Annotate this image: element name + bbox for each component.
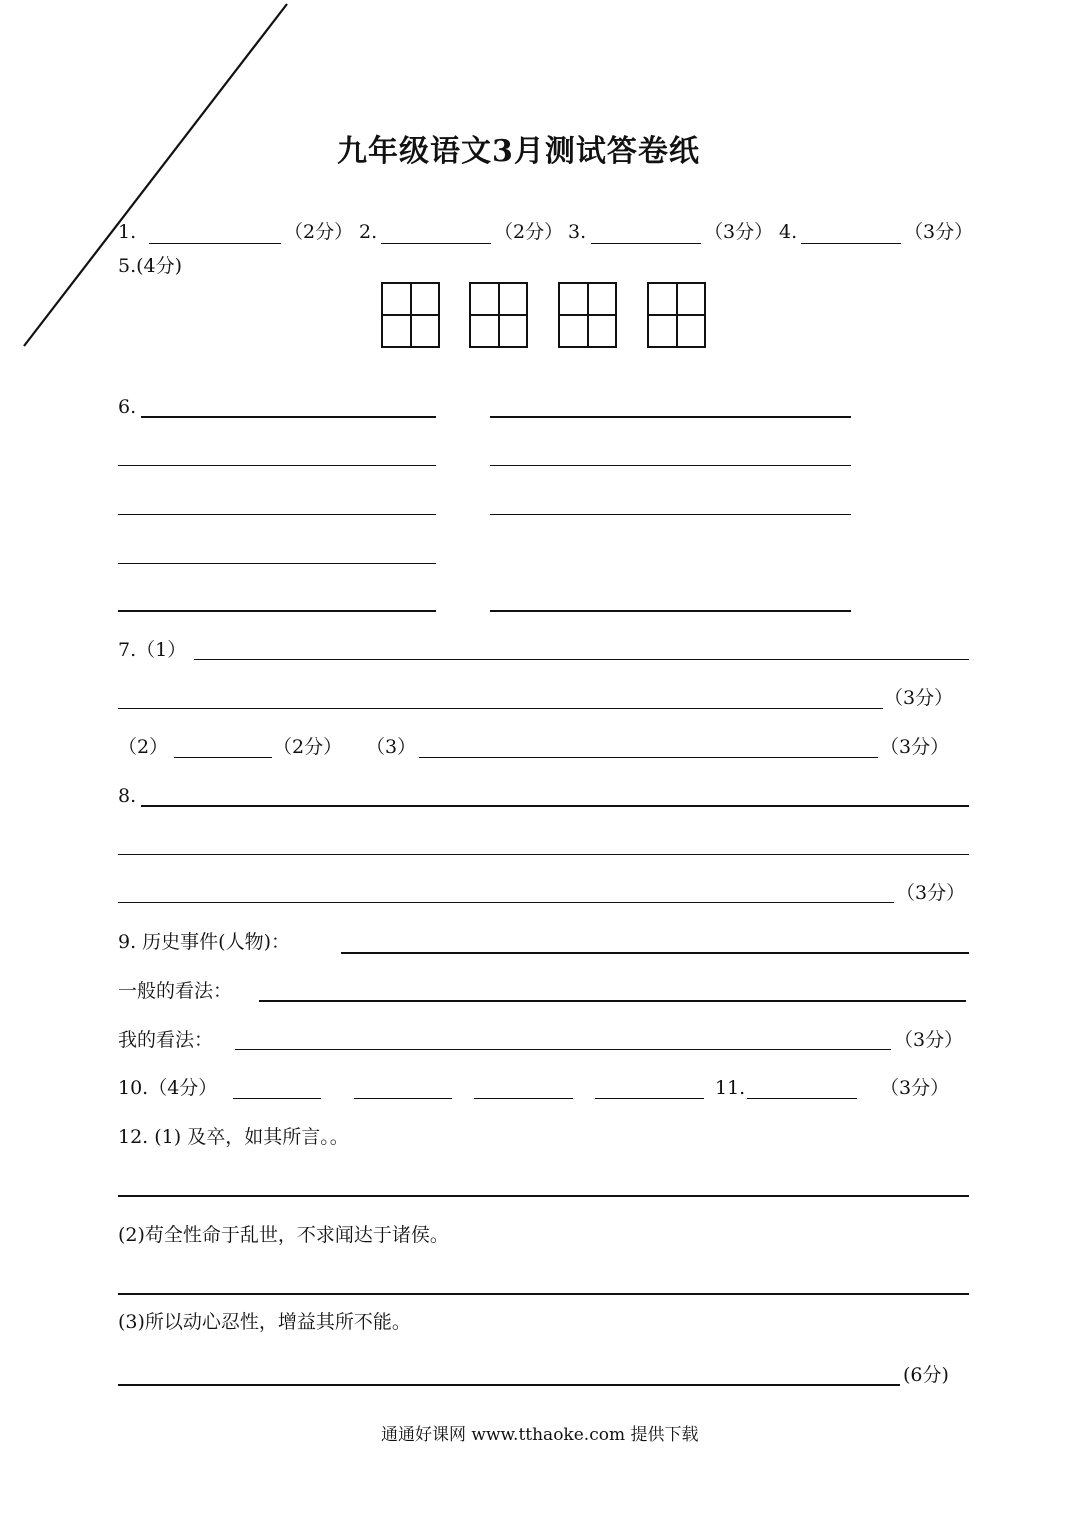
q10-line-1[interactable] bbox=[233, 1098, 321, 1099]
q9-score: （3分） bbox=[894, 1029, 964, 1051]
corner-diagonal-line bbox=[0, 0, 300, 360]
q2-answer-line[interactable] bbox=[381, 243, 491, 244]
q9-my-view-label: 我的看法： bbox=[118, 1029, 214, 1051]
q10-label: 10.（4分） bbox=[118, 1077, 218, 1099]
q4-score: （3分） bbox=[904, 221, 974, 243]
q1-answer-line[interactable] bbox=[149, 243, 281, 244]
q10-line-4[interactable] bbox=[595, 1098, 704, 1099]
q8-line-1[interactable] bbox=[141, 805, 969, 807]
footer-download-note: 通通好课网 www.tthaoke.com 提供下载 bbox=[381, 1425, 699, 1445]
q2-label: 2. bbox=[359, 221, 378, 243]
q7-part1-line-1[interactable] bbox=[194, 659, 969, 660]
q3-score: （3分） bbox=[704, 221, 774, 243]
q7-part2-line[interactable] bbox=[174, 757, 272, 758]
q5-label: 5.(4分) bbox=[118, 255, 183, 277]
q12-part2-text: (2)苟全性命于乱世，不求闻达于诸侯。 bbox=[118, 1224, 449, 1246]
q7-part3-label: （3） bbox=[366, 736, 417, 758]
q8-line-2[interactable] bbox=[118, 854, 969, 855]
q7-part2-score: （2分） bbox=[273, 736, 343, 758]
q8-score: （3分） bbox=[896, 882, 966, 904]
q9-label: 9. 历史事件(人物)： bbox=[118, 931, 290, 953]
q5-char-grid-1[interactable] bbox=[381, 282, 440, 348]
q10-line-2[interactable] bbox=[354, 1098, 452, 1099]
q11-label: 11. bbox=[715, 1077, 746, 1099]
q12-part1-line[interactable] bbox=[118, 1195, 969, 1197]
q6-line-right-3[interactable] bbox=[490, 514, 851, 515]
q3-answer-line[interactable] bbox=[591, 243, 701, 244]
q5-char-grid-4[interactable] bbox=[647, 282, 706, 348]
q6-line-left-1[interactable] bbox=[141, 416, 436, 418]
q11-line[interactable] bbox=[747, 1098, 857, 1099]
q6-line-right-2[interactable] bbox=[490, 465, 851, 466]
q9-event-line[interactable] bbox=[341, 952, 969, 954]
q8-line-3[interactable] bbox=[118, 902, 894, 903]
q10-line-3[interactable] bbox=[474, 1098, 573, 1099]
q6-label: 6. bbox=[118, 396, 137, 418]
q11-score: （3分） bbox=[880, 1077, 950, 1099]
q4-answer-line[interactable] bbox=[801, 243, 901, 244]
page-title: 九年级语文3月测试答卷纸 bbox=[337, 134, 700, 169]
q5-char-grid-2[interactable] bbox=[469, 282, 528, 348]
q4-label: 4. bbox=[779, 221, 798, 243]
q7-part2-label: （2） bbox=[118, 736, 169, 758]
q1-score: （2分） bbox=[284, 221, 354, 243]
q12-score: (6分) bbox=[903, 1364, 949, 1386]
q2-score: （2分） bbox=[494, 221, 564, 243]
q6-line-right-1[interactable] bbox=[490, 416, 851, 418]
q6-line-left-4[interactable] bbox=[118, 563, 436, 564]
q8-label: 8. bbox=[118, 785, 137, 807]
q6-line-left-5[interactable] bbox=[118, 610, 436, 612]
q3-label: 3. bbox=[568, 221, 587, 243]
q7-label: 7.（1） bbox=[118, 639, 187, 661]
q12-part3-line[interactable] bbox=[118, 1384, 900, 1386]
q7-part3-score: （3分） bbox=[880, 736, 950, 758]
q5-char-grid-3[interactable] bbox=[558, 282, 617, 348]
q7-part1-line-2[interactable] bbox=[118, 708, 883, 709]
q9-my-view-line[interactable] bbox=[235, 1049, 891, 1050]
q9-general-view-line[interactable] bbox=[259, 1000, 966, 1002]
q9-general-view-label: 一般的看法： bbox=[118, 980, 233, 1002]
q1-label: 1. bbox=[118, 221, 137, 243]
q7-part1-score: （3分） bbox=[884, 687, 954, 709]
q12-part3-text: (3)所以动心忍性，增益其所不能。 bbox=[118, 1311, 411, 1333]
q6-line-right-5[interactable] bbox=[490, 610, 851, 612]
q6-line-left-3[interactable] bbox=[118, 514, 436, 515]
q12-part2-line[interactable] bbox=[118, 1293, 969, 1295]
q12-label: 12. (1) 及卒，如其所言。。 bbox=[118, 1126, 349, 1148]
q6-line-left-2[interactable] bbox=[118, 465, 436, 466]
q7-part3-line[interactable] bbox=[419, 757, 878, 758]
